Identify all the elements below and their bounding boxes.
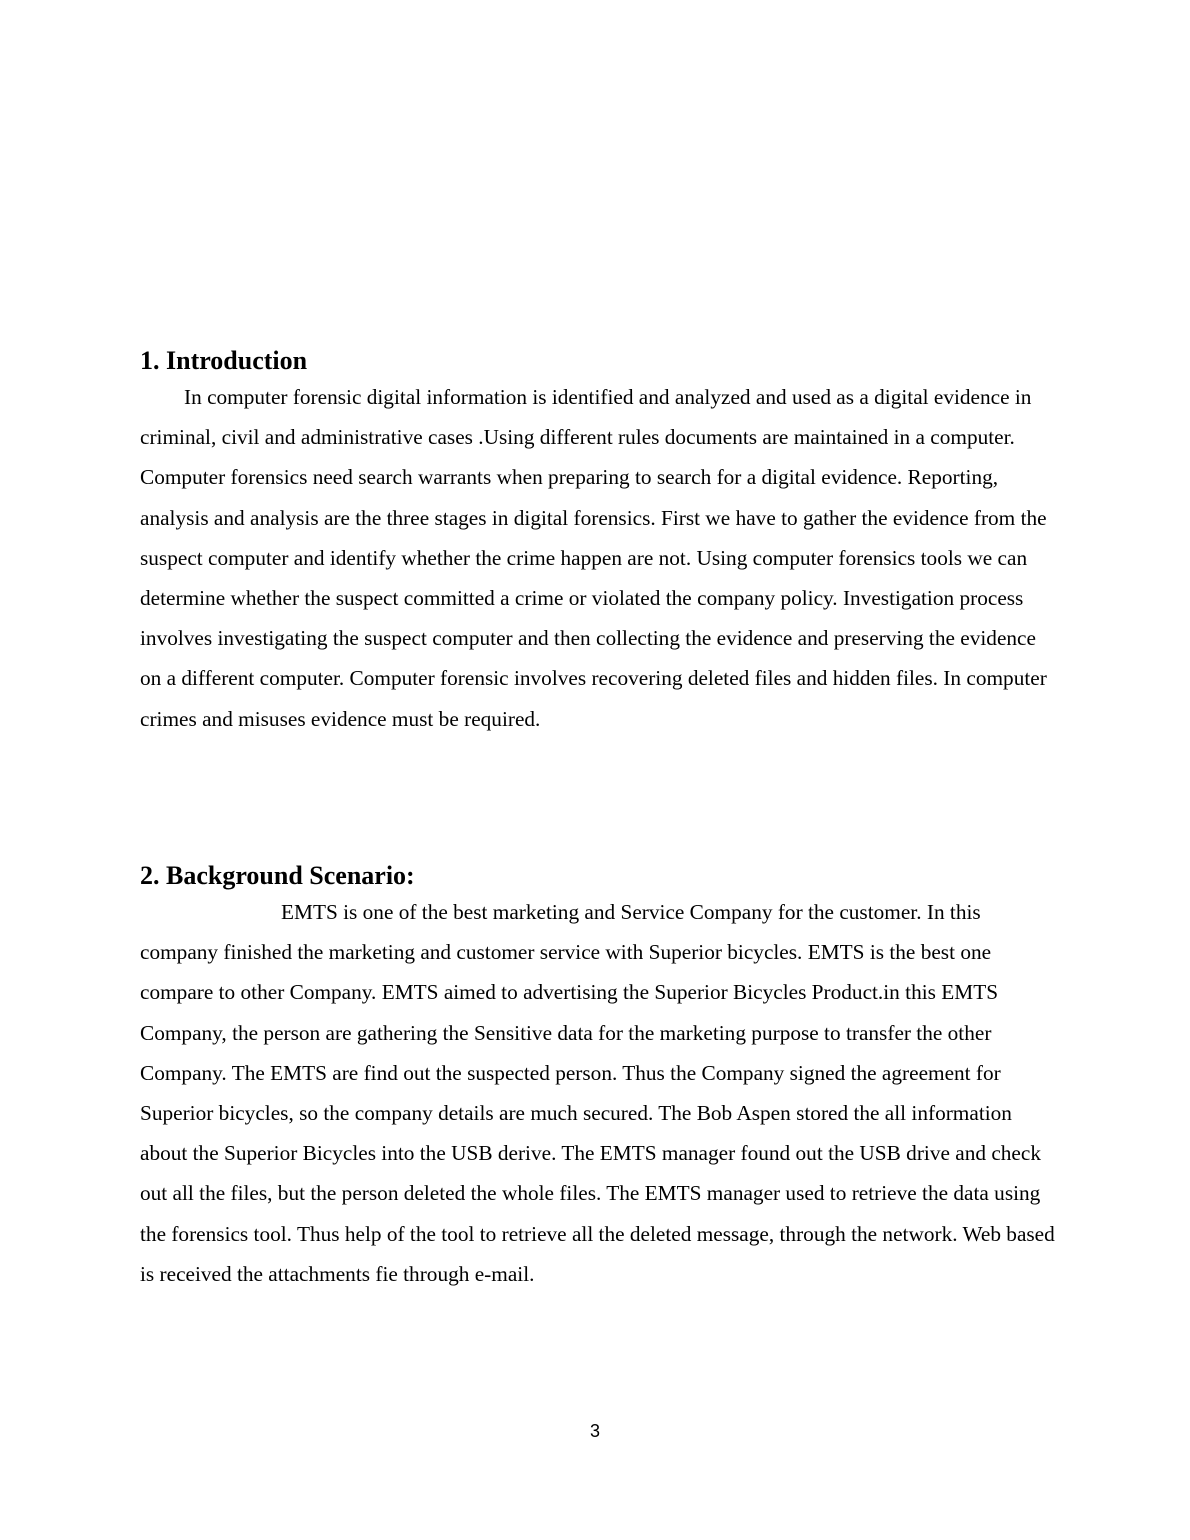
background-scenario-heading: 2. Background Scenario: (140, 861, 415, 890)
introduction-paragraph: In computer forensic digital information is identified and analyzed and used as a digital evidence in criminal, civil and administrative cases .Using different rules documents are maintained in a computer. Computer forensics need search warrants when preparing to search for a digital evidence. Reporting, analysis and analysis are the three stages in digital forensics. First we have to gather the evidence from the suspect computer and identify whether the crime happen are not. Using computer forensics tools we can determine whether the suspect committed a crime or violated the company policy. Investigation process involves investigating the suspect computer and then collecting the evidence and preserving the evidence on a different computer. Computer forensic involves recovering deleted files and hidden files. In computer crimes and misuses evidence must be required. (140, 385, 1047, 731)
background-scenario-section (140, 861, 1055, 1294)
introduction-section (140, 346, 1055, 739)
page-number: 3 (589, 1421, 600, 1441)
background-scenario-paragraph: EMTS is one of the best marketing and Service Company for the customer. In this company finished the marketing and customer service with Superior bicycles. EMTS is the best one compare to other Company. EMTS aimed to advertising the Superior Bicycles Product.in this EMTS Company, the person are gathering the Sensitive data for the marketing purpose to transfer the other Company. The EMTS are find out the suspected person. Thus the Company signed the agreement for Superior bicycles, so the company details are much secured. The Bob Aspen stored the all information about the Superior Bicycles into the USB derive. The EMTS manager found out the USB drive and check out all the files, but the person deleted the whole files. The EMTS manager used to retrieve the data using the forensics tool. Thus help of the tool to retrieve all the deleted message, through the network. Web based is received the attachments fie through e-mail. (140, 900, 1055, 1286)
introduction-heading: 1. Introduction (140, 346, 308, 375)
